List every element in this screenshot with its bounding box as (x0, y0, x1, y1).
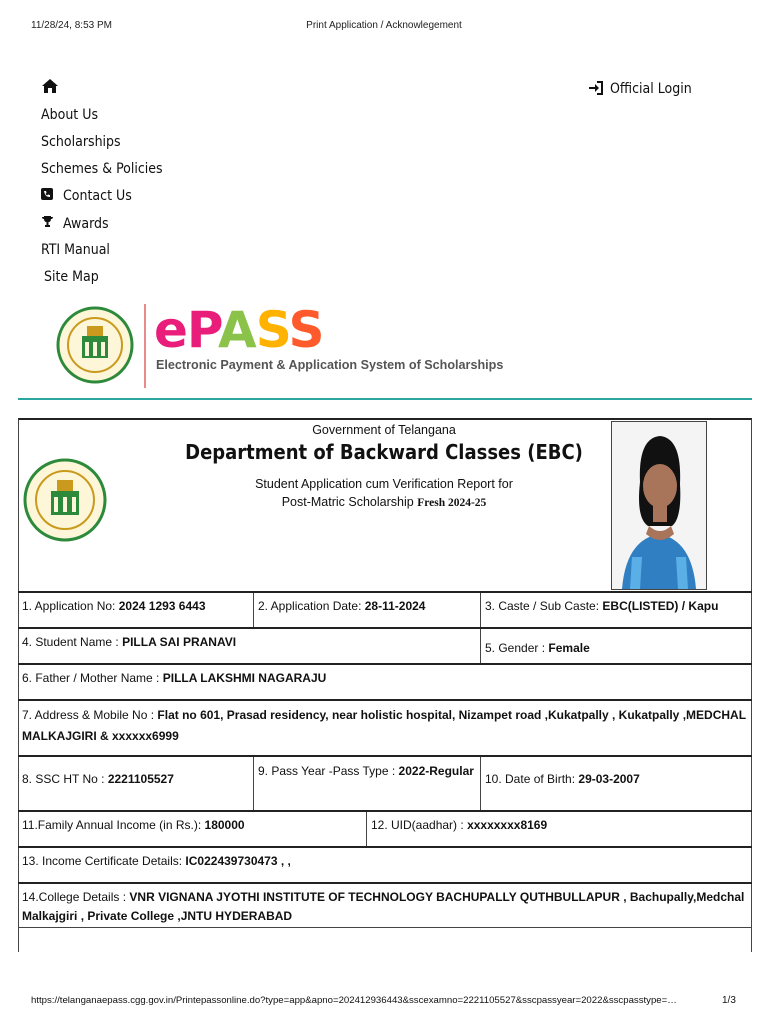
official-login-link[interactable] (588, 81, 692, 97)
student-name: PILLA SAI PRANAVI (122, 635, 237, 649)
nav-scholarships[interactable]: Scholarships (41, 134, 121, 150)
row-address (18, 699, 752, 755)
row-application (18, 591, 752, 628)
caste-label: 3. Caste / Sub Caste: (485, 599, 600, 613)
nav-awards[interactable] (41, 215, 109, 232)
income-cert-cell (18, 848, 752, 882)
application-date-label: 2. Application Date: (258, 599, 362, 613)
college-details: VNR VIGNANA JYOTHI INSTITUTE OF TECHNOLOGY BACHUPALLY QUTHBULLAPUR , Bachupally,Medchal Malkajgiri , Private College ,JNTU HYDERABAD (22, 890, 745, 923)
home-icon[interactable] (41, 78, 59, 99)
row-student-name (18, 627, 752, 663)
gov-title: Government of Telangana (312, 423, 456, 437)
gender: Female (548, 641, 590, 655)
row-college (18, 882, 752, 928)
phone-icon (41, 188, 55, 204)
application-date-cell (253, 593, 480, 628)
row-ssc (18, 755, 752, 810)
address-label: 7. Address & Mobile No : (22, 708, 155, 722)
row-parent (18, 663, 752, 699)
trophy-icon (41, 215, 55, 232)
nav-rti-manual[interactable]: RTI Manual (41, 242, 110, 258)
application-date: 28-11-2024 (364, 599, 426, 613)
page-bottom-mask (0, 952, 768, 1024)
telangana-emblem (50, 302, 140, 388)
gender-cell (480, 629, 752, 663)
dob: 29-03-2007 (578, 772, 640, 786)
income-cert: IC022439730473 , , (185, 854, 291, 868)
nav-schemes-policies[interactable]: Schemes & Policies (41, 161, 163, 177)
pass-label: 9. Pass Year -Pass Type : (258, 764, 396, 778)
scheme-year: Fresh 2024-25 (417, 497, 487, 509)
nav-about-us[interactable]: About Us (41, 107, 99, 123)
ssc-no: 2221105527 (107, 772, 174, 786)
row-income (18, 810, 752, 846)
income-cell (18, 812, 366, 846)
uid: xxxxxxxx8169 (467, 818, 548, 832)
application-no: 2024 1293 6443 (118, 599, 206, 613)
income-label: 11.Family Annual Income (in Rs.): (22, 818, 202, 832)
ssc-cell (18, 757, 253, 810)
report-subtitle-1: Student Application cum Verification Report for (255, 477, 513, 491)
caste: EBC(LISTED) / Kapu (602, 599, 719, 613)
parent-label: 6. Father / Mother Name : (22, 671, 160, 685)
ssc-label: 8. SSC HT No : (22, 772, 105, 786)
caste-cell (480, 593, 752, 628)
parent-cell (18, 665, 752, 699)
dept-title: Department of Backward Classes (EBC) (185, 440, 583, 464)
application-no-label: 1. Application No: (22, 599, 116, 613)
student-name-cell (18, 629, 480, 663)
income: 180000 (204, 818, 245, 832)
uid-cell (366, 812, 752, 846)
nav-site-map[interactable]: Site Map (44, 269, 99, 285)
pass-cell (253, 757, 480, 810)
student-photo (611, 421, 707, 590)
address: Flat no 601, Prasad residency, near holistic hospital, Nizampet road ,Kukatpally , Kukatpally ,MEDCHAL MALKAJGIRI & xxxxxx6999 (22, 708, 746, 743)
application-no-cell (18, 593, 253, 628)
footer-url: https://telanganaepass.cgg.gov.in/Printepassonline.do?type=app&apno=202412936443&sscexamno=2221105527&sscpassyear=2022&sscpasstype=… (31, 995, 677, 1006)
print-title: Print Application / Acknowlegement (306, 20, 462, 31)
official-login-label: Official Login (610, 81, 692, 97)
print-datetime: 11/28/24, 8:53 PM (31, 20, 112, 31)
login-icon (588, 81, 604, 95)
row-income-cert (18, 846, 752, 882)
address-cell (18, 701, 752, 755)
pass-year-type: 2022-Regular (398, 764, 474, 778)
epass-logo-text: ePASS (154, 301, 324, 359)
college-label: 14.College Details : (22, 890, 127, 904)
dob-cell (480, 757, 752, 810)
parent-name: PILLA LAKSHMI NAGARAJU (162, 671, 327, 685)
banner-divider (144, 304, 146, 388)
scheme-name: Post-Matric Scholarship (281, 495, 414, 509)
banner-underline (18, 398, 752, 400)
student-name-label: 4. Student Name : (22, 635, 119, 649)
nav-awards-label: Awards (63, 216, 109, 232)
page-number: 1/3 (722, 995, 736, 1006)
dob-label: 10. Date of Birth: (485, 772, 576, 786)
epass-tagline: Electronic Payment & Application System of Scholarships (156, 358, 504, 372)
income-cert-label: 13. Income Certificate Details: (22, 854, 183, 868)
epass-banner (50, 302, 546, 390)
uid-label: 12. UID(aadhar) : (371, 818, 464, 832)
nav-contact-us-label: Contact Us (63, 188, 132, 204)
nav-contact-us[interactable] (41, 188, 132, 204)
gender-label: 5. Gender : (485, 641, 546, 655)
college-cell (18, 884, 752, 927)
